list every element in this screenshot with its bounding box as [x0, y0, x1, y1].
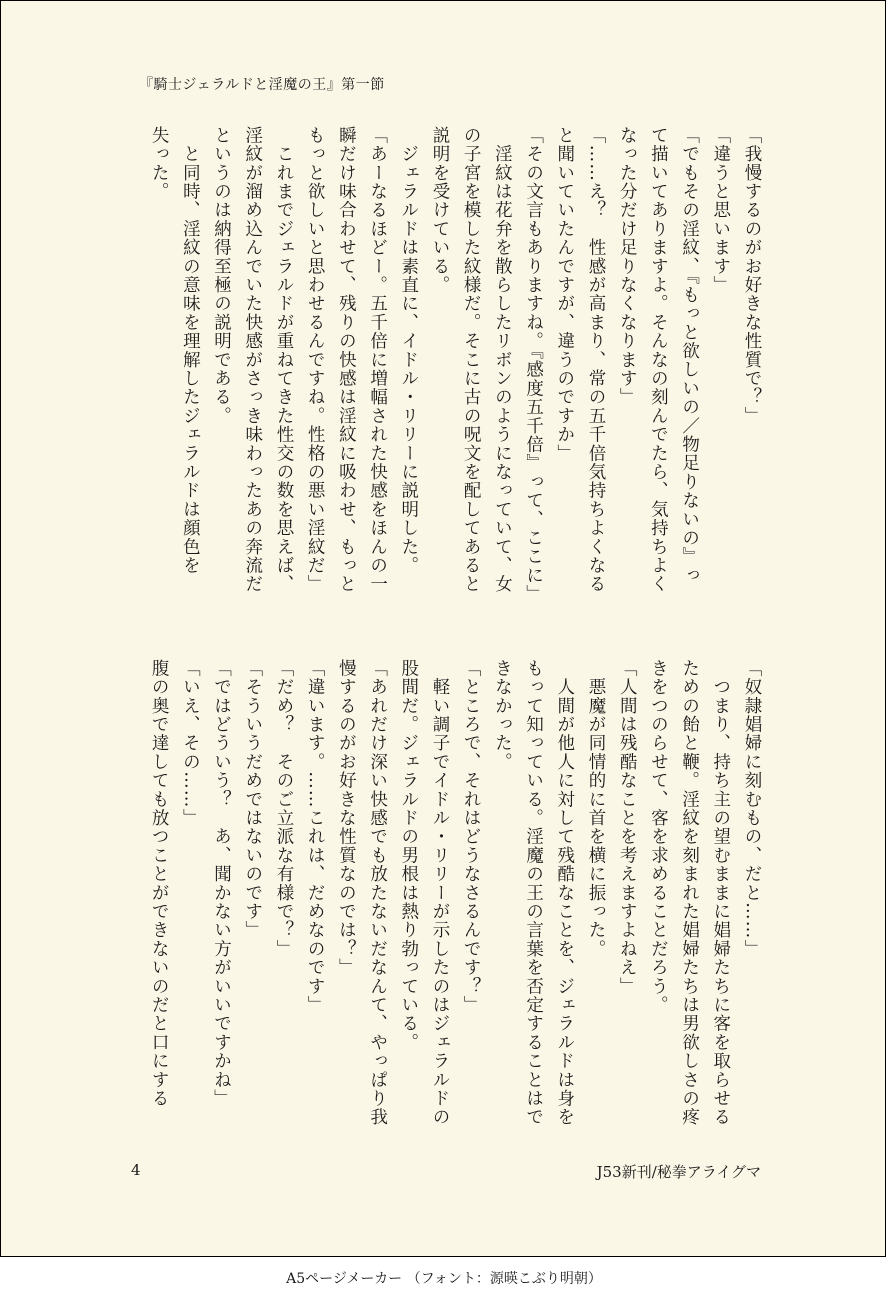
text-line: 「だめ？ そのご立派な有様で？」 [273, 659, 294, 959]
text-line: 淫紋が溜め込んでいた快感がさっき味わったあの奔流だ [242, 126, 263, 594]
text-line: 「我慢するのがお好きな性質で？」 [742, 126, 762, 426]
text-line: 「……え？ 性感が高まり、常の五千倍気持ちよくなる [585, 126, 606, 594]
text-line: 慢するのがお好きな性質なのでは？」 [336, 659, 357, 977]
text-line: 「違うと思います」 [710, 126, 731, 295]
text-line: 「あれだけ深い快感でも放たないだなんて、やっぱり我 [367, 659, 388, 1127]
text-line: 「その文言もありますね。『感度五千倍』って、ここに」 [523, 126, 544, 604]
text-line: 失った。 [149, 126, 170, 201]
generator-caption: A5ページメーカー （フォント：源暎こぶり明朝） [286, 1271, 602, 1287]
text-line: つまり、持ち主の望むままに娼婦たちに客を取らせる [710, 659, 731, 1127]
text-line: 「でもその淫紋、『もっと欲しいの／物足りないの』っ [679, 126, 700, 585]
text-line: もって知っている。淫魔の王の言葉を否定することはで [523, 659, 544, 1127]
text-line: ための飴と鞭。淫紋を刻まれた娼婦たちは男欲しさの疼 [679, 659, 700, 1127]
text-line: 悪魔が同情的に首を横に振った。 [585, 659, 606, 959]
text-line: と聞いていたんですが、違うのですか」 [554, 126, 575, 463]
text-line: なった分だけ足りなくなります」 [617, 126, 638, 407]
text-line: きなかった。 [492, 659, 513, 772]
text-line: 「ところで、それはどうなさるんです？」 [461, 659, 482, 1015]
text-line: 「そういうだめではないのです」 [242, 659, 263, 940]
text-line: 「違います。……これは、だめなのです」 [305, 659, 326, 1015]
text-line: 股間だ。ジェラルドの男根は熱り勃っている。 [398, 659, 419, 1052]
text-line: の子宮を模した紋様だ。そこに古の呪文を配してあると [461, 126, 482, 594]
lower-text-block [129, 659, 767, 1139]
text-line: 淫紋は花弁を散らしたリボンのようになっていて、女 [492, 126, 513, 594]
text-line: きをつのらせて、客を求めることだろう。 [648, 659, 669, 1015]
text-line: 軽い調子でイドル・リリーが示したのはジェラルドの [429, 659, 450, 1127]
text-line: これまでジェラルドが重ねてきた性交の数を思えば、 [273, 126, 294, 594]
text-line: 「人間は残酷なことを考えますよねえ」 [617, 659, 638, 996]
text-line: ジェラルドは素直に、イドル・リリーに説明した。 [398, 126, 419, 575]
text-line: 「あーなるほどー。五千倍に増幅された快感をほんの一 [367, 126, 388, 594]
chapter-title: 『騎士ジェラルドと淫魔の王』第一節 [139, 77, 385, 93]
text-line: 「ではどういう？ あ、聞かない方がいいですかね」 [211, 659, 232, 1108]
book-credit: J53新刊/秘拳アライグマ [596, 1163, 761, 1181]
text-line: 「奴隷娼婦に刻むもの、だと……」 [742, 659, 762, 959]
text-line: と同時、淫紋の意味を理解したジェラルドは顔色を [180, 126, 201, 575]
text-line: 説明を受けている。 [429, 126, 450, 295]
text-line: 人間が他人に対して残酷なことを、ジェラルドは身を [554, 659, 575, 1127]
text-line: て描いてありますよ。そんなの刻んでたら、気持ちよく [648, 126, 669, 594]
text-line: もっと欲しいと思わせるんですね。性格の悪い淫紋だ」 [305, 126, 326, 594]
upper-text-block [129, 126, 767, 606]
page-number: 4 [131, 1161, 141, 1179]
text-line: 瞬だけ味合わせて、残りの快感は淫紋に吸わせ、もっと [336, 126, 357, 594]
text-line: 「いえ、その……」 [180, 659, 201, 828]
text-line: 腹の奥で達しても放つことができないのだと口にする [149, 659, 170, 1108]
text-line: というのは納得至極の説明である。 [211, 126, 232, 426]
